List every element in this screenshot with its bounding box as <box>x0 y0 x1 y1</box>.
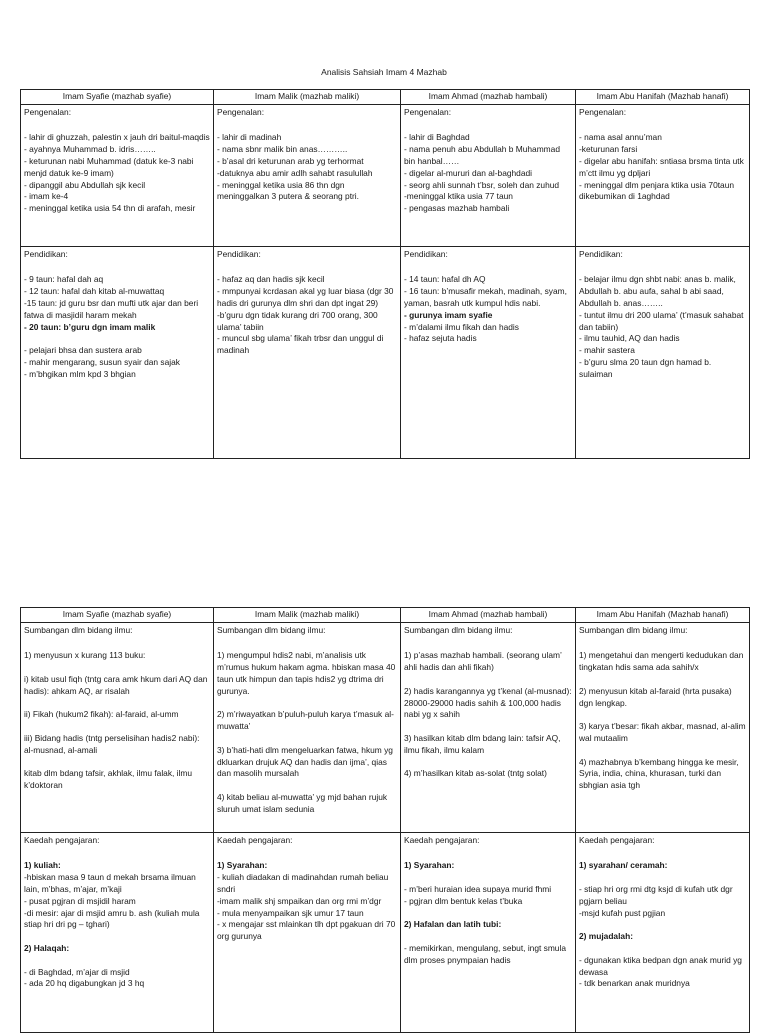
cell-line: - nama asal annu’man <box>579 132 662 143</box>
line-spacer <box>579 745 746 757</box>
cell-line: - 20 taun: b’guru dgn imam malik <box>24 321 156 332</box>
line-spacer <box>217 780 397 792</box>
cell-line: 1) mengumpul hdis2 nabi, m’analisis utk m’rumus hukum hakam agma. hbiskan masa 40 taun utk himpun dan tapis hdis2 yg dtrima dri gurunya. <box>217 650 396 696</box>
cell-line: - b’asal dri keturunan arab yg terhormat <box>217 155 364 166</box>
cell-line: 1) Syarahan: <box>404 860 455 871</box>
cell-line: - 14 taun: hafal dh AQ <box>404 274 486 285</box>
table-header-row <box>21 90 750 105</box>
cell-line: - ayahnya Muhammad b. idris…….. <box>24 144 156 155</box>
cell-line: -msjd kufah pust pgjian <box>579 907 666 918</box>
line-spacer <box>24 955 210 967</box>
line-spacer <box>217 639 397 651</box>
line-spacer <box>24 662 210 674</box>
cell-line: - stiap hri org rmi dtg ksjd di kufah utk dgr pgjarn beliau <box>579 883 733 906</box>
cell-line: - meninggal ketika usia 86 thn dgn meninggalkan 3 putera & seorang ptri. <box>217 179 359 202</box>
cell-line: 2) m’riwayatkan b’puluh-puluh karya t’masuk al-muwatta’ <box>217 709 394 732</box>
cell-line: 2) hadis karangannya yg t’kenal (al-musnad): 28000-29000 hadis sahih & 100,000 hadis nabi yg x sahih <box>404 685 572 720</box>
header-imam-ahmad: Imam Ahmad (mazhab hambali) <box>401 90 576 105</box>
cell-section-title: Sumbangan dlm bidang ilmu: <box>24 624 133 635</box>
line-spacer <box>24 698 210 710</box>
cell-section-title: Pendidikan: <box>404 248 448 259</box>
cell-line: - imam ke-4 <box>24 191 69 202</box>
line-spacer <box>404 639 572 651</box>
cell-malik-pendidikan <box>214 246 401 458</box>
cell-section-title: Pengenalan: <box>404 106 452 117</box>
cell-line: -15 taun: jd guru bsr dan mufti utk ajar dan beri fatwa di masjidil haram mekah <box>24 297 199 320</box>
row-pengenalan <box>21 104 750 246</box>
line-spacer <box>579 674 746 686</box>
cell-line: - m’beri huraian idea supaya murid fhmi <box>404 883 552 894</box>
line-spacer <box>404 849 572 861</box>
line-spacer <box>579 709 746 721</box>
cell-line: 2) Halaqah: <box>24 942 70 953</box>
cell-hanifah-sumbangan <box>576 622 750 832</box>
cell-syafie-kaedah <box>21 832 214 1032</box>
cell-line: - gurunya imam syafie <box>404 309 493 320</box>
cell-line: - nama penuh abu Abdullah b Muhammad bin hanbal…… <box>404 144 560 166</box>
cell-line: - digelar abu hanifah: sntiasa brsma tinta utk m’ctt ilmu yg dpljari <box>579 155 744 178</box>
cell-line: -b’guru dgn tidak kurang dri 700 orang, 300 ulama’ tabiin <box>217 309 378 332</box>
line-spacer <box>404 908 572 920</box>
cell-line: 2) menyusun kitab al-faraid (hrta pusaka) dgn lengkap. <box>579 685 732 708</box>
document-title: Analisis Sahsiah Imam 4 Mazhab <box>321 67 447 77</box>
cell-line: - tdk benarkan anak muridnya <box>579 978 690 989</box>
header-imam-abu-hanifah: Imam Abu Hanifah (Mazhab hanafi) <box>576 608 750 623</box>
cell-line: - hafaz aq dan hadis sjk kecil <box>217 274 325 285</box>
cell-hanifah-pendidikan <box>576 246 750 458</box>
header-imam-abu-hanifah: Imam Abu Hanifah (Mazhab hanafi) <box>576 90 750 105</box>
line-spacer <box>579 849 746 861</box>
cell-section-title: Pendidikan: <box>24 248 68 259</box>
cell-line: - digelar al-mururi dan al-baghdadi <box>404 167 533 178</box>
cell-ahmad-pengenalan <box>401 104 576 246</box>
cell-section-title: Pengenalan: <box>217 106 265 117</box>
cell-line: - ada 20 hq digabungkan jd 3 hq <box>24 978 145 989</box>
row-kaedah-pengajaran <box>21 832 750 1032</box>
cell-line: -meninggal ktika usia 77 taun <box>404 191 513 202</box>
header-imam-ahmad: Imam Ahmad (mazhab hambali) <box>401 608 576 623</box>
line-spacer <box>24 639 210 651</box>
cell-line: - lahir di madinah <box>217 132 282 143</box>
line-spacer <box>217 263 397 275</box>
cell-line: kitab dlm bdang tafsir, akhlak, ilmu falak, ilmu k’doktoran <box>24 768 193 791</box>
cell-section-title: Kaedah pengajaran: <box>579 834 655 845</box>
cell-line: 4) mazhabnya b’kembang hingga ke mesir, Syria, india, china, khurasan, turki dan sbhgian asia tgh <box>579 756 739 791</box>
line-spacer <box>579 943 746 955</box>
cell-malik-sumbangan <box>214 622 401 832</box>
line-spacer <box>404 263 572 275</box>
cell-line: i) kitab usul fiqh (tntg cara amk hkum dari AQ dan hadis): ahkam AQ, ar risalah <box>24 673 208 696</box>
cell-line: 1) p’asas mazhab hambali. (seorang ulam’ ahli hadis dan ahli fikah) <box>404 650 562 673</box>
cell-section-title: Kaedah pengajaran: <box>404 834 480 845</box>
cell-line: - lahir di ghuzzah, palestin x jauh dri baitul-maqdis <box>24 132 210 143</box>
cell-line: - ilmu tauhid, AQ dan hadis <box>579 333 680 344</box>
cell-section-title: Sumbangan dlm bidang ilmu: <box>404 624 513 635</box>
cell-line: - nama sbnr malik bin anas……….. <box>217 144 348 155</box>
cell-line: - hafaz sejuta hadis <box>404 333 477 344</box>
line-spacer <box>404 757 572 769</box>
cell-hanifah-kaedah <box>576 832 750 1032</box>
cell-line: - mula menyampaikan sjk umur 17 taun <box>217 907 364 918</box>
cell-syafie-pendidikan <box>21 246 214 458</box>
line-spacer <box>404 721 572 733</box>
cell-line: 3) b’hati-hati dlm mengeluarkan fatwa, hkum yg dkluarkan drujuk AQ dan hadis dan ijma’, qias dan masolih mursalah <box>217 744 393 779</box>
cell-section-title: Pendidikan: <box>217 248 261 259</box>
cell-line: - meninggal ketika usia 54 thn di arafah, mesir <box>24 203 196 214</box>
cell-line: - dipanggil abu Abdullah sjk kecil <box>24 179 146 190</box>
cell-line: -hbiskan masa 9 taun d mekah brsama ilmuan lain, m’bhas, m’ajar, m’kaji <box>24 872 196 894</box>
cell-line: 2) Hafalan dan latih tubi: <box>404 919 502 930</box>
cell-line: -keturunan farsi <box>579 144 638 155</box>
cell-line: 4) m’hasilkan kitab as-solat (tntg solat) <box>404 768 547 779</box>
line-spacer <box>24 849 210 861</box>
cell-line: 2) mujadalah: <box>579 931 633 942</box>
cell-line: - muncul sbg ulama’ fikah trbsr dan unggul di madinah <box>217 333 384 356</box>
header-imam-syafie: Imam Syafie (mazhab syafie) <box>21 608 214 623</box>
cell-line: - b’guru slma 20 taun dgn hamad b. sulaiman <box>579 356 712 379</box>
cell-line: - tuntut ilmu dri 200 ulama’ (t’masuk sahabat dan tabiin) <box>579 309 744 332</box>
cell-line: - mahir mengarang, susun syair dan sajak <box>24 356 180 367</box>
cell-line: - belajar ilmu dgn shbt nabi: anas b. malik, Abdullah b. abu aufa, sahal b abi saad, Abdullah b. anas…….. <box>579 274 736 308</box>
line-spacer <box>217 849 397 861</box>
header-imam-malik: Imam Malik (mazhab maliki) <box>214 608 401 623</box>
line-spacer <box>579 872 746 884</box>
cell-line: - memikirkan, mengulang, sebut, ingt smula dlm proses pnympaian hadis <box>404 942 566 965</box>
cell-line: - 9 taun: hafal dah aq <box>24 274 104 285</box>
header-imam-malik: Imam Malik (mazhab maliki) <box>214 90 401 105</box>
cell-line: - 16 taun: b’musafir mekah, madinah, syam, yaman, basrah utk kumpul hdis nabi. <box>404 286 567 308</box>
comparison-table-2 <box>20 607 750 1033</box>
cell-line: - mahir sastera <box>579 345 635 356</box>
line-spacer <box>404 872 572 884</box>
cell-line: iii) Bidang hadis (tntg perselisihan hadis2 nabi): al-musnad, al-amali <box>24 732 200 755</box>
header-imam-syafie: Imam Syafie (mazhab syafie) <box>21 90 214 105</box>
cell-line: - pengasas mazhab hambali <box>404 203 510 214</box>
cell-section-title: Sumbangan dlm bidang ilmu: <box>217 624 326 635</box>
line-spacer <box>24 757 210 769</box>
line-spacer <box>579 263 746 275</box>
line-spacer <box>579 639 746 651</box>
cell-malik-kaedah <box>214 832 401 1032</box>
cell-line: 3) hasilkan kitab dlm bdang lain: tafsir AQ, ilmu fikah, ilmu kalam <box>404 732 561 755</box>
cell-malik-pengenalan <box>214 104 401 246</box>
cell-line: 3) karya t’besar: fikah akbar, masnad, al-alim wal mutaalim <box>579 721 746 743</box>
cell-line: - pgjran dlm bentuk kelas t’buka <box>404 895 523 906</box>
cell-line: -datuknya abu amir adlh sahabt rasulullah <box>217 167 373 178</box>
cell-line: - lahir di Baghdad <box>404 132 470 143</box>
cell-line: -di mesir: ajar di msjid amru b. ash (kuliah mula stiap hri dri pg – tghari) <box>24 907 200 930</box>
line-spacer <box>24 121 210 133</box>
cell-section-title: Pengenalan: <box>24 106 72 117</box>
cell-line: - mmpunyai kcrdasan akal yg luar biasa (dgr 30 hadis dri gurunya dlm shri dan dpt ingat 29) <box>217 286 394 308</box>
cell-line: ii) Fikah (hukum2 fikah): al-faraid, al-umm <box>24 709 179 720</box>
cell-line: 1) syarahan/ ceramah: <box>579 860 668 871</box>
line-spacer <box>579 919 746 931</box>
cell-line: - di Baghdad, m’ajar di msjid <box>24 966 130 977</box>
cell-ahmad-pendidikan <box>401 246 576 458</box>
line-spacer <box>24 263 210 275</box>
cell-line: 1) mengetahui dan mengerti kedudukan dan tingkatan hdis sama ada sahih/x <box>579 650 744 673</box>
cell-line: 1) Syarahan: <box>217 860 268 871</box>
line-spacer <box>404 121 572 133</box>
cell-line: - m’dalami ilmu fikah dan hadis <box>404 321 519 332</box>
line-spacer <box>24 333 210 345</box>
row-pendidikan <box>21 246 750 458</box>
cell-section-title: Pengenalan: <box>579 106 627 117</box>
cell-line: - seorg ahli sunnah t’bsr, soleh dan zuhud <box>404 179 560 190</box>
cell-line: 4) kitab beliau al-muwatta’ yg mjd bahan rujuk sluruh umat islam sedunia <box>217 791 388 814</box>
cell-line: -imam malik shj smpaikan dan org rmi m’dgr <box>217 895 382 906</box>
cell-line: - x mengajar sst mlainkan tlh dpt pgakuan dri 70 org gurunya <box>217 919 396 942</box>
cell-section-title: Pendidikan: <box>579 248 623 259</box>
line-spacer <box>579 121 746 133</box>
cell-line: - m’bhgikan mlm kpd 3 bhgian <box>24 368 136 379</box>
cell-line: - kuliah diadakan di madinahdan rumah beliau sndri <box>217 872 389 894</box>
line-spacer <box>404 674 572 686</box>
cell-syafie-sumbangan <box>21 622 214 832</box>
line-spacer <box>217 121 397 133</box>
cell-ahmad-kaedah <box>401 832 576 1032</box>
cell-hanifah-pengenalan <box>576 104 750 246</box>
line-spacer <box>24 721 210 733</box>
cell-line: - pusat pgjran di msjidil haram <box>24 895 136 906</box>
table-header-row <box>21 608 750 623</box>
cell-line: 1) kuliah: <box>24 860 61 871</box>
cell-line: 1) menyusun x kurang 113 buku: <box>24 650 146 661</box>
cell-line: - keturunan nabi Muhammad (datuk ke-3 nabi menjd datuk ke-9 imam) <box>24 155 194 178</box>
cell-section-title: Kaedah pengajaran: <box>24 834 100 845</box>
comparison-table-1 <box>20 89 750 459</box>
line-spacer <box>217 733 397 745</box>
row-sumbangan <box>21 622 750 832</box>
line-spacer <box>217 698 397 710</box>
line-spacer <box>24 931 210 943</box>
cell-section-title: Sumbangan dlm bidang ilmu: <box>579 624 688 635</box>
cell-ahmad-sumbangan <box>401 622 576 832</box>
line-spacer <box>404 931 572 943</box>
cell-section-title: Kaedah pengajaran: <box>217 834 293 845</box>
cell-line: - dgunakan ktika bedpan dgn anak murid yg dewasa <box>579 954 742 977</box>
cell-syafie-pengenalan <box>21 104 214 246</box>
cell-line: - meninggal dlm penjara ktika usia 70taun dikebumikan di 1aghdad <box>579 179 735 202</box>
cell-line: - pelajari bhsa dan sustera arab <box>24 345 142 356</box>
cell-line: - 12 taun: hafal dah kitab al-muwattaq <box>24 286 165 297</box>
